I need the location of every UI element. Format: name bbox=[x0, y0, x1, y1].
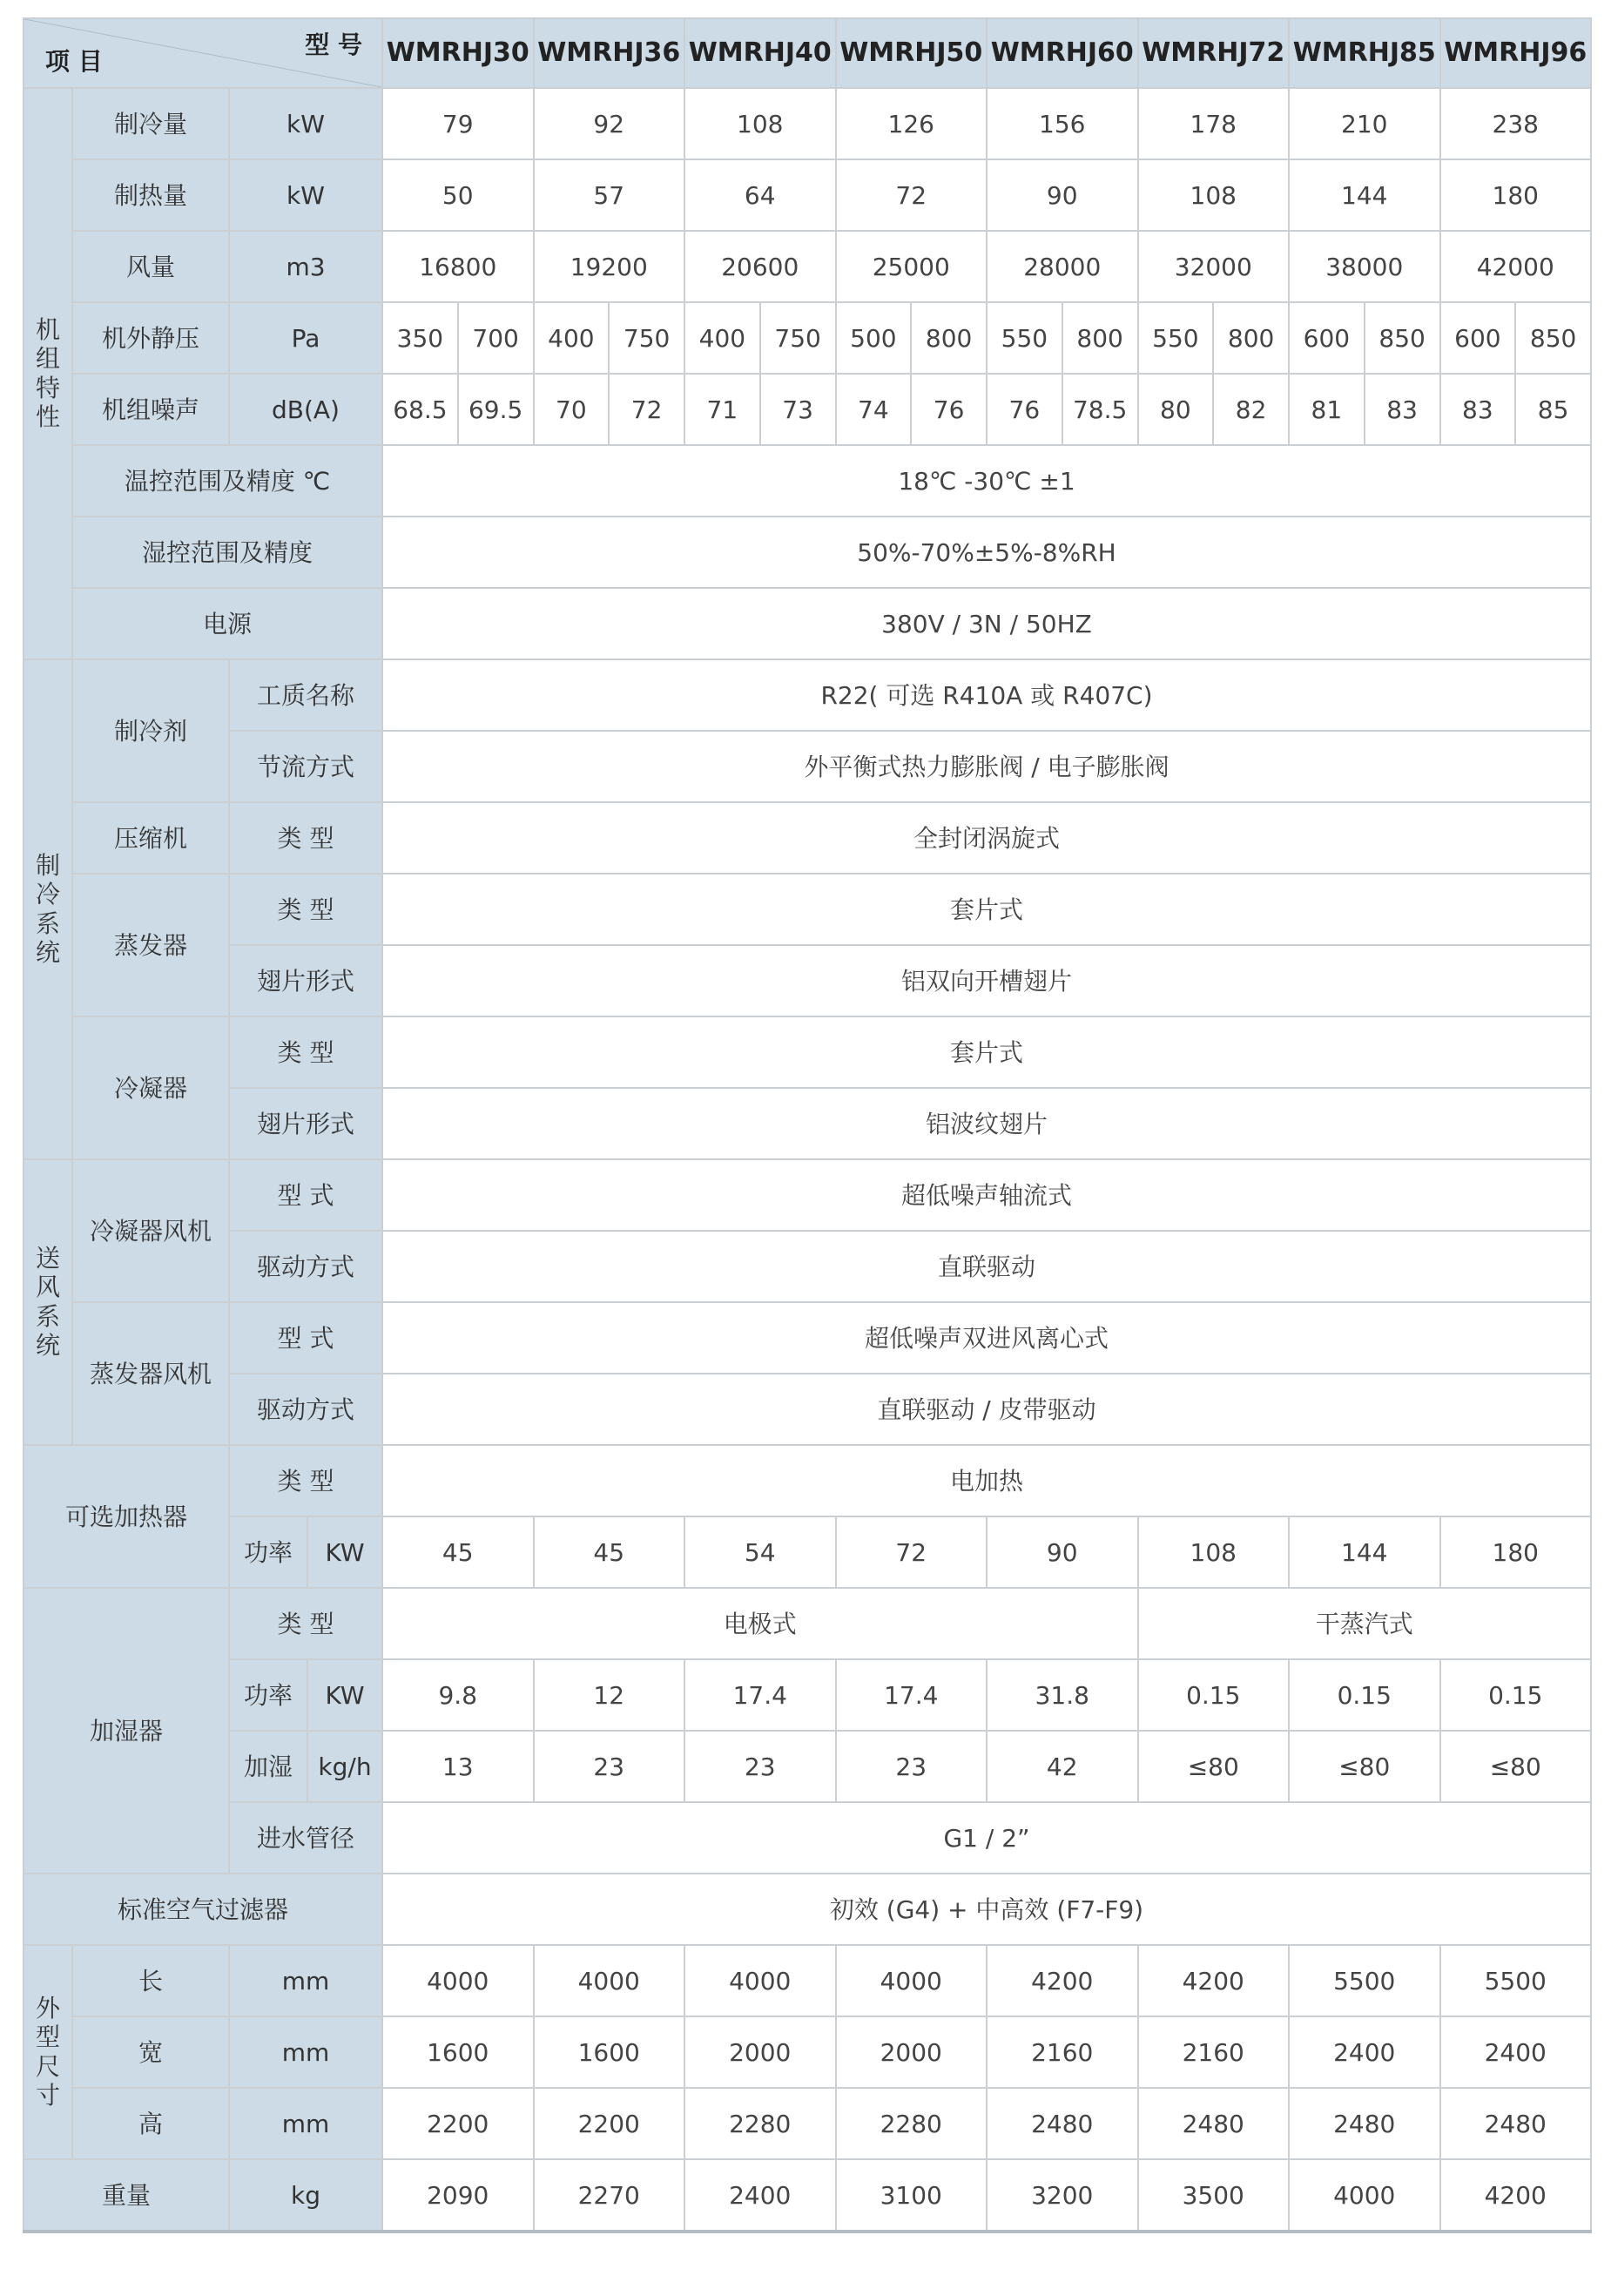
cell-value: 800 bbox=[1062, 302, 1138, 374]
cell-value: 2280 bbox=[836, 2088, 987, 2159]
cell-value: 18℃ -30℃ ±1 bbox=[382, 445, 1591, 517]
cell-value: 2480 bbox=[1440, 2088, 1592, 2159]
cell-value: G1 / 2” bbox=[382, 1802, 1591, 1874]
power-supply-row bbox=[24, 588, 1591, 659]
cell-value: 1600 bbox=[382, 2016, 534, 2088]
weight-row bbox=[24, 2159, 1591, 2232]
cell-value: 42 bbox=[987, 1731, 1138, 1802]
cell-value: 23 bbox=[534, 1731, 685, 1802]
row-unit: kW bbox=[229, 159, 382, 231]
cell-value: 16800 bbox=[382, 231, 534, 302]
cell-value: 全封闭涡旋式 bbox=[382, 802, 1591, 874]
airflow-row bbox=[24, 231, 1591, 302]
cell-value: 85 bbox=[1515, 374, 1591, 445]
cell-value: 2160 bbox=[987, 2016, 1138, 2088]
cell-value: 23 bbox=[684, 1731, 836, 1802]
cell-value: 108 bbox=[1138, 159, 1290, 231]
cell-value: 28000 bbox=[987, 231, 1138, 302]
cell-value: ≤80 bbox=[1138, 1731, 1290, 1802]
cell-value: 3100 bbox=[836, 2159, 987, 2232]
cell-value: 19200 bbox=[534, 231, 685, 302]
compressor-row bbox=[24, 802, 1591, 874]
humidifier-capacity-row bbox=[24, 1731, 1591, 1802]
inlet-pipe-row bbox=[24, 1802, 1591, 1874]
sub-group-label: 蒸发器风机 bbox=[72, 1302, 229, 1445]
cell-value: 套片式 bbox=[382, 874, 1591, 945]
group-unit-characteristics: 机组特性 bbox=[24, 88, 72, 659]
sub-group-label: 压缩机 bbox=[72, 802, 229, 874]
condenser-fan-drive-row bbox=[24, 1231, 1591, 1302]
cell-value: 210 bbox=[1289, 88, 1440, 159]
cell-value: 38000 bbox=[1289, 231, 1440, 302]
length-row bbox=[24, 1945, 1591, 2016]
row-unit: kg/h bbox=[307, 1731, 382, 1802]
temp-range-row bbox=[24, 445, 1591, 517]
cell-value: 31.8 bbox=[987, 1659, 1138, 1731]
row-label: 加湿 bbox=[229, 1731, 307, 1802]
cell-value: 550 bbox=[1138, 302, 1214, 374]
cell-value: 156 bbox=[987, 88, 1138, 159]
cooling-capacity-row bbox=[24, 88, 1591, 159]
refrigerant-name-row bbox=[24, 659, 1591, 731]
cell-value: 73 bbox=[760, 374, 836, 445]
model-header-label: 型 号 bbox=[305, 30, 362, 59]
cell-value: 71 bbox=[684, 374, 760, 445]
group-air-system: 送风系统 bbox=[24, 1159, 72, 1445]
cell-value: 2000 bbox=[684, 2016, 836, 2088]
cell-value: 2480 bbox=[1138, 2088, 1290, 2159]
cell-value: 64 bbox=[684, 159, 836, 231]
row-unit: dB(A) bbox=[229, 374, 382, 445]
cell-value: 铝双向开槽翅片 bbox=[382, 945, 1591, 1016]
row-label: 温控范围及精度 ℃ bbox=[72, 445, 382, 517]
heater-type-row bbox=[24, 1445, 1591, 1516]
cell-value: 铝波纹翅片 bbox=[382, 1088, 1591, 1159]
row-label: 类 型 bbox=[229, 874, 382, 945]
cell-value: 180 bbox=[1440, 159, 1592, 231]
cell-value: 79 bbox=[382, 88, 534, 159]
humidifier-type-row bbox=[24, 1588, 1591, 1659]
row-unit: mm bbox=[229, 1945, 382, 2016]
row-label: 翅片形式 bbox=[229, 945, 382, 1016]
cell-value: 17.4 bbox=[684, 1659, 836, 1731]
cell-value: 0.15 bbox=[1440, 1659, 1592, 1731]
cell-value: 144 bbox=[1289, 1516, 1440, 1588]
cell-value: 直联驱动 bbox=[382, 1231, 1591, 1302]
row-label: 功率 bbox=[229, 1516, 307, 1588]
cell-value: 72 bbox=[609, 374, 684, 445]
cell-value: 750 bbox=[760, 302, 836, 374]
cell-value: 23 bbox=[836, 1731, 987, 1802]
cell-value: 81 bbox=[1289, 374, 1365, 445]
cell-value: 78.5 bbox=[1062, 374, 1138, 445]
cell-value: 92 bbox=[534, 88, 685, 159]
cell-value: 2200 bbox=[534, 2088, 685, 2159]
cell-value: 3200 bbox=[987, 2159, 1138, 2232]
row-label: 风量 bbox=[72, 231, 229, 302]
cell-value: 50%-70%±5%-8%RH bbox=[382, 517, 1591, 588]
row-label: 类 型 bbox=[229, 1445, 382, 1516]
row-label: 型 式 bbox=[229, 1159, 382, 1231]
cell-value: 600 bbox=[1289, 302, 1365, 374]
cell-value: 2400 bbox=[684, 2159, 836, 2232]
cell-value: 42000 bbox=[1440, 231, 1592, 302]
spec-table bbox=[23, 17, 1592, 2233]
cell-value: 178 bbox=[1138, 88, 1290, 159]
sub-group-label: 加湿器 bbox=[24, 1588, 229, 1874]
cell-value: 180 bbox=[1440, 1516, 1592, 1588]
row-unit: KW bbox=[307, 1516, 382, 1588]
cell-value: 2160 bbox=[1138, 2016, 1290, 2088]
heater-power-row bbox=[24, 1516, 1591, 1588]
cell-value: 4200 bbox=[1440, 2159, 1592, 2232]
cell-value: 69.5 bbox=[458, 374, 534, 445]
row-label: 制热量 bbox=[72, 159, 229, 231]
cell-value: 5500 bbox=[1289, 1945, 1440, 2016]
row-unit: m3 bbox=[229, 231, 382, 302]
row-label: 机组噪声 bbox=[72, 374, 229, 445]
cell-value: 电极式 bbox=[382, 1588, 1138, 1659]
cell-value: 400 bbox=[684, 302, 760, 374]
cell-value: 850 bbox=[1515, 302, 1591, 374]
condenser-type-row bbox=[24, 1016, 1591, 1088]
humidity-range-row bbox=[24, 517, 1591, 588]
cell-value: 80 bbox=[1138, 374, 1214, 445]
cell-value: 13 bbox=[382, 1731, 534, 1802]
cell-value: 380V / 3N / 50HZ bbox=[382, 588, 1591, 659]
row-label: 驱动方式 bbox=[229, 1231, 382, 1302]
cell-value: 20600 bbox=[684, 231, 836, 302]
row-label: 电源 bbox=[72, 588, 382, 659]
row-label: 机外静压 bbox=[72, 302, 229, 374]
cell-value: 76 bbox=[911, 374, 987, 445]
cell-value: 76 bbox=[987, 374, 1062, 445]
cell-value: 直联驱动 / 皮带驱动 bbox=[382, 1374, 1591, 1445]
cell-value: 850 bbox=[1365, 302, 1440, 374]
cell-value: 1600 bbox=[534, 2016, 685, 2088]
noise-row bbox=[24, 374, 1591, 445]
cell-value: 800 bbox=[911, 302, 987, 374]
cell-value: 套片式 bbox=[382, 1016, 1591, 1088]
sub-group-label: 冷凝器 bbox=[72, 1016, 229, 1159]
cell-value: R22( 可选 R410A 或 R407C) bbox=[382, 659, 1591, 731]
evaporator-type-row bbox=[24, 874, 1591, 945]
cell-value: 2280 bbox=[684, 2088, 836, 2159]
row-label: 长 bbox=[72, 1945, 229, 2016]
cell-value: 72 bbox=[836, 159, 987, 231]
row-label: 型 式 bbox=[229, 1302, 382, 1374]
model-name: WMRHJ30 bbox=[382, 18, 534, 88]
cell-value: 25000 bbox=[836, 231, 987, 302]
cell-value: 3500 bbox=[1138, 2159, 1290, 2232]
throttle-row bbox=[24, 731, 1591, 802]
row-label: 工质名称 bbox=[229, 659, 382, 731]
cell-value: 4000 bbox=[684, 1945, 836, 2016]
cell-value: ≤80 bbox=[1289, 1731, 1440, 1802]
cell-value: 5500 bbox=[1440, 1945, 1592, 2016]
header-corner bbox=[24, 18, 382, 88]
sub-group-label: 蒸发器 bbox=[72, 874, 229, 1016]
row-label: 类 型 bbox=[229, 802, 382, 874]
cell-value: 82 bbox=[1213, 374, 1289, 445]
cell-value: 0.15 bbox=[1138, 1659, 1290, 1731]
row-unit: KW bbox=[307, 1659, 382, 1731]
cell-value: 700 bbox=[458, 302, 534, 374]
cell-value: 2400 bbox=[1289, 2016, 1440, 2088]
model-name: WMRHJ96 bbox=[1440, 18, 1592, 88]
evaporator-fin-row bbox=[24, 945, 1591, 1016]
row-unit: kW bbox=[229, 88, 382, 159]
row-label: 制冷量 bbox=[72, 88, 229, 159]
cell-value: 57 bbox=[534, 159, 685, 231]
cell-value: 干蒸汽式 bbox=[1138, 1588, 1592, 1659]
cell-value: 600 bbox=[1440, 302, 1516, 374]
cell-value: 4000 bbox=[1289, 2159, 1440, 2232]
model-name: WMRHJ60 bbox=[987, 18, 1138, 88]
cell-value: 32000 bbox=[1138, 231, 1290, 302]
cell-value: 电加热 bbox=[382, 1445, 1591, 1516]
cell-value: 72 bbox=[836, 1516, 987, 1588]
row-label: 进水管径 bbox=[229, 1802, 382, 1874]
row-label: 翅片形式 bbox=[229, 1088, 382, 1159]
sub-group-label: 可选加热器 bbox=[24, 1445, 229, 1588]
cell-value: 4000 bbox=[836, 1945, 987, 2016]
cell-value: 750 bbox=[609, 302, 684, 374]
cell-value: 83 bbox=[1365, 374, 1440, 445]
cell-value: 9.8 bbox=[382, 1659, 534, 1731]
cell-value: 12 bbox=[534, 1659, 685, 1731]
header-row bbox=[24, 18, 1591, 88]
cell-value: 800 bbox=[1213, 302, 1289, 374]
cell-value: 2480 bbox=[987, 2088, 1138, 2159]
cell-value: 68.5 bbox=[382, 374, 458, 445]
static-pressure-row bbox=[24, 302, 1591, 374]
cell-value: 238 bbox=[1440, 88, 1592, 159]
row-label: 标准空气过滤器 bbox=[24, 1874, 382, 1945]
row-label: 功率 bbox=[229, 1659, 307, 1731]
row-unit: Pa bbox=[229, 302, 382, 374]
row-label: 类 型 bbox=[229, 1016, 382, 1088]
row-unit: mm bbox=[229, 2088, 382, 2159]
row-label: 宽 bbox=[72, 2016, 229, 2088]
cell-value: 74 bbox=[836, 374, 912, 445]
cell-value: 550 bbox=[987, 302, 1062, 374]
cell-value: 108 bbox=[684, 88, 836, 159]
row-unit: kg bbox=[229, 2159, 382, 2232]
evaporator-fan-drive-row bbox=[24, 1374, 1591, 1445]
sub-group-label: 制冷剂 bbox=[72, 659, 229, 802]
condenser-fan-type-row bbox=[24, 1159, 1591, 1231]
width-row bbox=[24, 2016, 1591, 2088]
item-header-label: 项 目 bbox=[45, 47, 103, 76]
model-name: WMRHJ50 bbox=[836, 18, 987, 88]
cell-value: 54 bbox=[684, 1516, 836, 1588]
cell-value: 50 bbox=[382, 159, 534, 231]
cell-value: 350 bbox=[382, 302, 458, 374]
cell-value: 83 bbox=[1440, 374, 1516, 445]
cell-value: 2270 bbox=[534, 2159, 685, 2232]
cell-value: 500 bbox=[836, 302, 912, 374]
cell-value: 144 bbox=[1289, 159, 1440, 231]
row-label: 高 bbox=[72, 2088, 229, 2159]
row-unit: mm bbox=[229, 2016, 382, 2088]
row-label: 节流方式 bbox=[229, 731, 382, 802]
model-name: WMRHJ85 bbox=[1289, 18, 1440, 88]
cell-value: 4200 bbox=[987, 1945, 1138, 2016]
cell-value: 2090 bbox=[382, 2159, 534, 2232]
cell-value: 126 bbox=[836, 88, 987, 159]
cell-value: 4000 bbox=[382, 1945, 534, 2016]
cell-value: 2200 bbox=[382, 2088, 534, 2159]
cell-value: 外平衡式热力膨胀阀 / 电子膨胀阀 bbox=[382, 731, 1591, 802]
cell-value: 108 bbox=[1138, 1516, 1290, 1588]
sub-group-label: 冷凝器风机 bbox=[72, 1159, 229, 1302]
cell-value: 45 bbox=[382, 1516, 534, 1588]
model-name: WMRHJ72 bbox=[1138, 18, 1290, 88]
cell-value: 90 bbox=[987, 159, 1138, 231]
cell-value: 2000 bbox=[836, 2016, 987, 2088]
height-row bbox=[24, 2088, 1591, 2159]
humidifier-power-row bbox=[24, 1659, 1591, 1731]
cell-value: 4000 bbox=[534, 1945, 685, 2016]
heating-capacity-row bbox=[24, 159, 1591, 231]
model-name: WMRHJ36 bbox=[534, 18, 685, 88]
row-label: 类 型 bbox=[229, 1588, 382, 1659]
cell-value: 17.4 bbox=[836, 1659, 987, 1731]
row-label: 驱动方式 bbox=[229, 1374, 382, 1445]
evaporator-fan-type-row bbox=[24, 1302, 1591, 1374]
cell-value: 0.15 bbox=[1289, 1659, 1440, 1731]
cell-value: 2480 bbox=[1289, 2088, 1440, 2159]
cell-value: 400 bbox=[534, 302, 610, 374]
air-filter-row bbox=[24, 1874, 1591, 1945]
group-dimensions: 外型尺寸 bbox=[24, 1945, 72, 2159]
cell-value: 70 bbox=[534, 374, 610, 445]
cell-value: 90 bbox=[987, 1516, 1138, 1588]
cell-value: 45 bbox=[534, 1516, 685, 1588]
cell-value: 2400 bbox=[1440, 2016, 1592, 2088]
cell-value: ≤80 bbox=[1440, 1731, 1592, 1802]
cell-value: 超低噪声轴流式 bbox=[382, 1159, 1591, 1231]
row-label: 重量 bbox=[24, 2159, 229, 2232]
model-name: WMRHJ40 bbox=[684, 18, 836, 88]
group-refrigeration-system: 制冷系统 bbox=[24, 659, 72, 1159]
cell-value: 超低噪声双进风离心式 bbox=[382, 1302, 1591, 1374]
row-label: 湿控范围及精度 bbox=[72, 517, 382, 588]
condenser-fin-row bbox=[24, 1088, 1591, 1159]
cell-value: 初效 (G4) + 中高效 (F7-F9) bbox=[382, 1874, 1591, 1945]
cell-value: 4200 bbox=[1138, 1945, 1290, 2016]
